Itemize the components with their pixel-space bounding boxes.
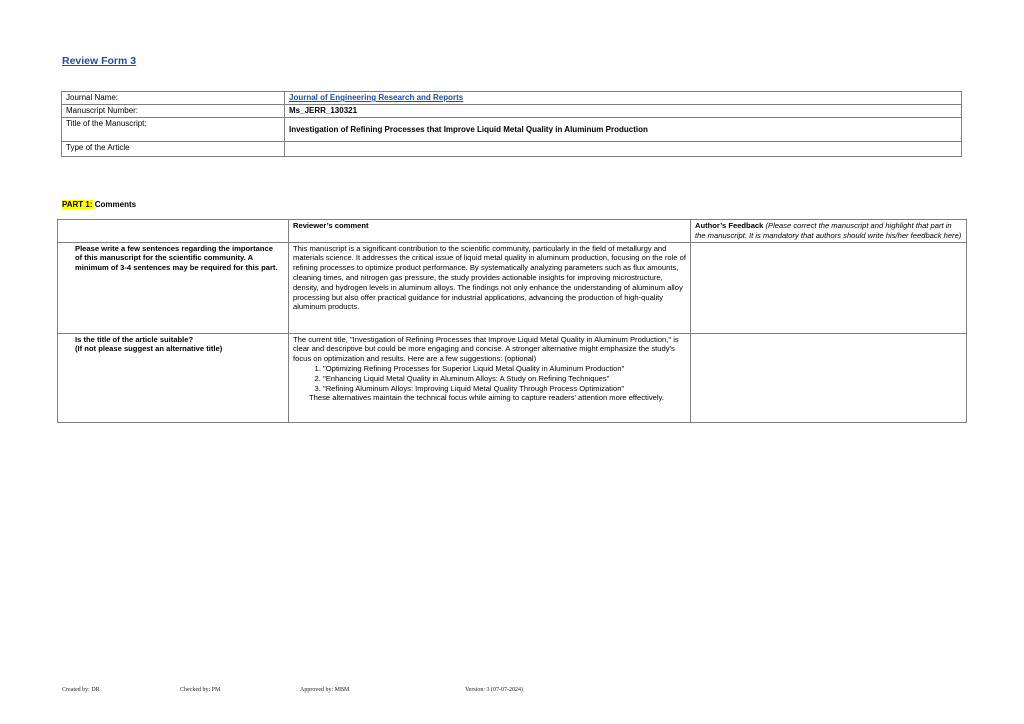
journal-row	[62, 92, 962, 105]
importance-author-feedback[interactable]	[691, 242, 967, 333]
title-author-feedback[interactable]	[691, 333, 967, 422]
title-suggestions-list	[293, 364, 686, 393]
footer-approved-by: Approved by: MBM	[300, 687, 350, 693]
part1-label: PART 1:	[62, 200, 93, 209]
manuscript-number-row	[62, 105, 962, 118]
footer-version: Version: 3 (07-07-2024)	[465, 687, 523, 693]
title-suggestion: 2. "Enhancing Liquid Metal Quality in Aluminum Alloys: A Study on Refining Techniques"	[323, 374, 686, 384]
title-question-line1: Is the title of the article suitable?	[75, 334, 194, 344]
title-question-line2: (If not please suggest an alternative title)	[75, 344, 223, 354]
importance-question: Please write a few sentences regarding the importance of this manuscript for the scientific community. A minimum of 3-4 sentences may be required for this part.	[58, 242, 289, 333]
article-type-label: Type of the Article	[62, 142, 285, 157]
title-suggestion: 1. "Optimizing Refining Processes for Superior Liquid Metal Quality in Aluminum Production"	[323, 364, 686, 374]
article-type-value	[285, 142, 962, 157]
manuscript-title-row	[62, 118, 962, 142]
importance-reviewer-comment: This manuscript is a significant contribution to the scientific community, particularly in the field of metallurgy and materials science. It addresses the critical issue of liquid metal quality in aluminum production, focusing on the role of refining processes to optimize product performance. By systematically analyzing parameters such as flux amounts, cleaning times, and nitrogen gas pressure, the study provides actionable insights for improving microstructure, density, and hydrogen levels in aluminum alloys. The findings not only enhance the understanding of aluminum alloy processing but also offer practical guidance for industrial applications, advancing the production of high-quality aluminum products.	[289, 242, 691, 333]
title-suggestion: 3. "Refining Aluminum Alloys: Improving Liquid Metal Quality Through Process Optimization"	[323, 384, 686, 394]
form-title: Review Form 3	[62, 55, 137, 67]
comment-row-title	[58, 333, 967, 422]
comments-header-row	[58, 220, 967, 243]
footer-checked-by: Checked by: PM	[180, 687, 221, 693]
header-reviewer-comment: Reviewer’s comment	[289, 220, 691, 243]
footer-created-by: Created by: DR	[62, 687, 100, 693]
comments-table	[57, 219, 967, 423]
article-type-row	[62, 142, 962, 157]
author-feedback-title: Author’s Feedback	[695, 221, 764, 230]
journal-link[interactable]: Journal of Engineering Research and Reports	[289, 93, 464, 102]
header-author-feedback	[691, 220, 967, 243]
title-question	[58, 333, 289, 422]
comment-row-importance	[58, 242, 967, 333]
journal-label: Journal Name:	[62, 92, 285, 105]
manuscript-info-table	[61, 91, 962, 157]
author-feedback-instructions: (Please correct the manuscript and highlight that part in the manuscript. It is mandatory that authors should write his/her feedback here)	[695, 221, 962, 240]
title-reviewer-comment	[289, 333, 691, 422]
header-question-cell	[58, 220, 289, 243]
manuscript-title-label: Title of the Manuscript:	[62, 118, 285, 142]
manuscript-number-value: Ms_JERR_130321	[285, 105, 962, 118]
title-comment-outro: These alternatives maintain the technical focus while aiming to capture readers' attention more effectively.	[309, 393, 664, 403]
title-comment-intro: The current title, "Investigation of Refining Processes that Improve Liquid Metal Quality in Aluminum Production," is clear and descriptive but could be more engaging and concise. A stronger alternative might emphasize the study's focus on optimization and results. Here are a few suggestions: (optional)	[293, 334, 679, 364]
part1-heading	[62, 200, 136, 209]
manuscript-number-label: Manuscript Number:	[62, 105, 285, 118]
part1-comments-label: Comments	[92, 200, 137, 209]
manuscript-title-value: Investigation of Refining Processes that Improve Liquid Metal Quality in Aluminum Production	[285, 118, 962, 142]
